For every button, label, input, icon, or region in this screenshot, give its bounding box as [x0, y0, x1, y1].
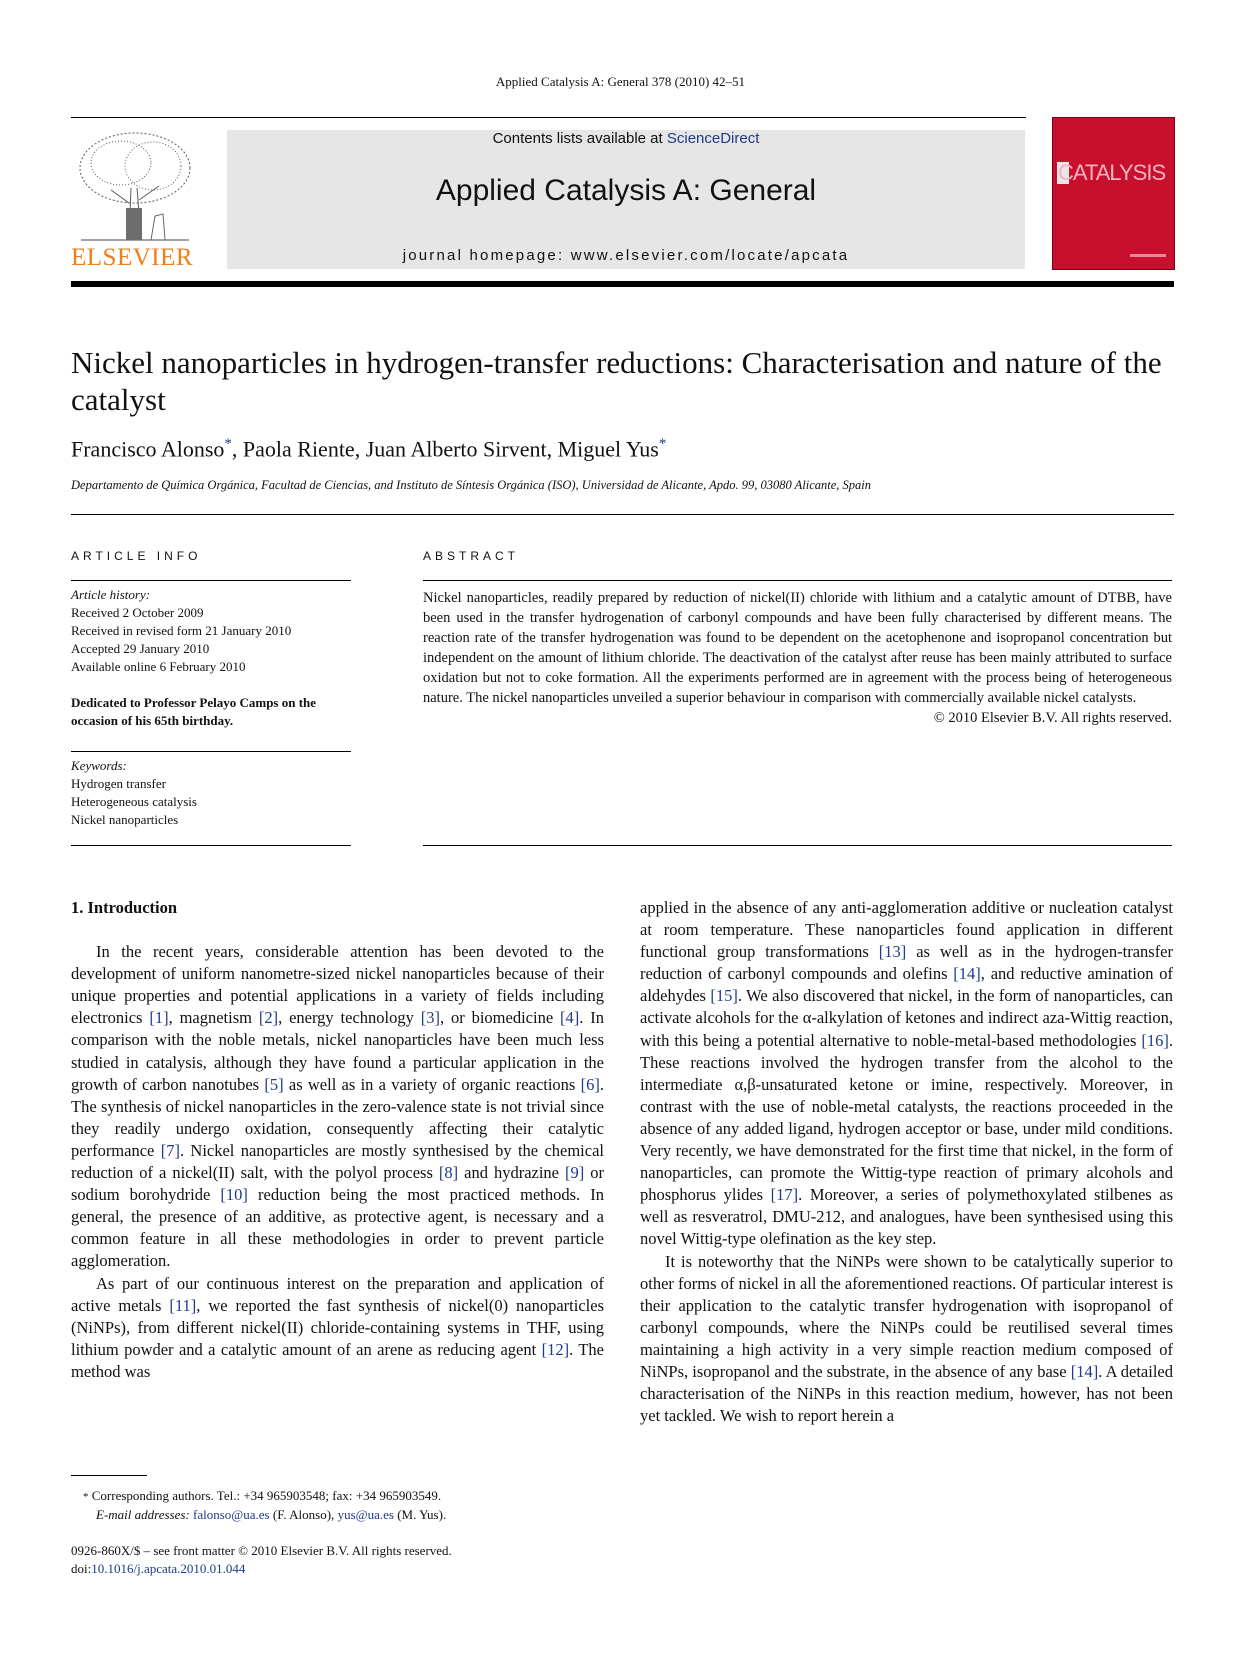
paragraph-text: reduction being the most practiced methods. In general, the presence of an additive, as protective agent, is necessary and a common feature in all these methodologies in order to prevent particle agglomeration.: [71, 1185, 604, 1271]
paragraph-text: , and reductive amination of aldehydes: [640, 964, 1173, 1006]
article-title: Nickel nanoparticles in hydrogen-transfer reductions: Characterisation and nature of the catalyst: [71, 345, 1162, 417]
abstract-copyright: © 2010 Elsevier B.V. All rights reserved.: [933, 710, 1172, 726]
abstract-rule: [423, 580, 1172, 581]
journal-homepage[interactable]: journal homepage: www.elsevier.com/locate/apcata: [402, 247, 850, 264]
citation-link[interactable]: [12]: [541, 1339, 570, 1359]
intro-paragraph: [71, 941, 604, 1272]
keyword: Heterogeneous catalysis: [71, 794, 197, 809]
citation-link[interactable]: [15]: [710, 986, 738, 1006]
corresponding-mark[interactable]: *: [658, 436, 667, 452]
paragraph-text: , energy technology: [278, 1008, 421, 1028]
doi-prefix: doi:: [71, 1561, 92, 1576]
paragraph-text: It is noteworthy that the NiNPs were shown to be catalytically superior to other forms of nickel in all the aforementioned reactions. Of particular interest is their application to the catalytic transfer hydrogenation with isopropanol of carbonyl compounds, where the NiNPs could be reutilised several times maintaining a high activity in a very simple reaction medium composed of NiNPs, isopropanol and the substrate, in the absence of any base: [640, 1251, 1173, 1381]
citation-link[interactable]: [16]: [1141, 1030, 1169, 1050]
paragraph-text: as well as in a variety of organic reactions: [283, 1074, 581, 1094]
footnote-mark: *: [83, 1491, 89, 1503]
journal-title: Applied Catalysis A: General: [435, 174, 817, 207]
email-link[interactable]: yus@ua.es: [337, 1507, 394, 1522]
paragraph-text: . A detailed characterisation of the NiNPs in this reaction medium, however, has not been yet tackled. We wish to report herein a: [640, 1361, 1173, 1426]
author-name[interactable]: Paola Riente: [242, 436, 355, 462]
intro-paragraph: [71, 1273, 604, 1383]
section-heading: 1. Introduction: [71, 898, 178, 917]
citation-link[interactable]: [7]: [160, 1140, 180, 1160]
corresponding-mark[interactable]: *: [224, 436, 232, 452]
paragraph-text: , we reported the fast synthesis of nickel(0) nanoparticles (NiNPs), from different nickel(II) chloride-containing systems in THF, using lithium powder and a catalytic amount of an arene as reducing agent: [71, 1295, 604, 1359]
article-info-rule: [71, 580, 351, 581]
contents-line: [227, 130, 1025, 147]
footnote-corresponding: [71, 1487, 446, 1506]
abstract-text: Nickel nanoparticles, readily prepared by reduction of nickel(II) chloride with lithium and a catalytic amount of DTBB, have been used in the transfer hydrogenation of carbonyl compounds and have been fully characterised by different means. The reaction rate of the transfer hydrogenation was found to be dependent on the acetophenone and isopropanol concentration but independent on the amount of lithium chloride. The deactivation of the catalyst after reuse has been mainly attributed to surface oxidation but not to coke formation. All the experiments performed are in agreement with the process being of heterogeneous nature. The nickel nanoparticles unveiled a superior behaviour in comparison with commercially available nickel catalysts.: [423, 590, 1172, 706]
cover-title: CATALYSIS: [1058, 160, 1166, 185]
keywords-block: [71, 757, 351, 829]
citation-link[interactable]: [4]: [560, 1008, 580, 1028]
citation-link[interactable]: [13]: [878, 942, 907, 962]
left-column: [71, 897, 604, 1383]
journal-banner: [227, 130, 1025, 269]
article-info-heading: ARTICLE INFO: [71, 549, 202, 563]
author-name[interactable]: Miguel Yus: [557, 436, 659, 462]
footnote: [71, 1487, 446, 1524]
elsevier-logo[interactable]: [71, 128, 199, 273]
cover-mark-icon: [1130, 254, 1166, 257]
sciencedirect-link[interactable]: ScienceDirect: [666, 130, 760, 147]
paragraph-text: . The method was: [71, 1339, 604, 1381]
paragraph-text: and hydrazine: [458, 1163, 566, 1183]
citation-link[interactable]: [1]: [149, 1008, 169, 1028]
citation-link[interactable]: [9]: [565, 1163, 585, 1183]
email-owner: (F. Alonso),: [269, 1507, 338, 1522]
citation-link[interactable]: [2]: [258, 1008, 279, 1028]
header-rule: [71, 117, 1026, 118]
paragraph-text: As part of our continuous interest on the preparation and application of active metals: [71, 1273, 604, 1315]
footnote-emails: [71, 1506, 446, 1524]
contents-prefix: Contents lists available at: [492, 130, 667, 147]
issn-line: 0926-860X/$ – see front matter © 2010 Elsevier B.V. All rights reserved.: [71, 1543, 452, 1558]
paragraph-text: applied in the absence of any anti-agglomeration additive or nucleation catalyst at room temperature. These nanoparticles found application in different functional group transformations: [640, 898, 1173, 962]
paragraph-text: as well as in the hydrogen-transfer reduction of carbonyl compounds and olefins: [640, 942, 1174, 984]
abstract-end-rule: [423, 845, 1172, 846]
citation-link[interactable]: [6]: [580, 1074, 600, 1094]
paragraph-text: or sodium borohydride: [71, 1163, 605, 1205]
author-name[interactable]: Juan Alberto Sirvent: [365, 436, 547, 462]
intro-paragraph: [640, 1251, 1173, 1428]
history-label: Article history:: [71, 587, 151, 602]
citation-link[interactable]: [14]: [1070, 1361, 1099, 1381]
affiliation: Departamento de Química Orgánica, Facultad de Ciencias, and Instituto de Síntesis Orgánica (ISO), Universidad de Alicante, Apdo. 99, 03080 Alicante, Spain: [71, 478, 872, 492]
footnote-rule: [71, 1475, 147, 1476]
abstract-heading: ABSTRACT: [423, 549, 520, 563]
affiliation-rule: [71, 514, 1174, 515]
paragraph-text: . These reactions involved the hydrogen transfer from the alcohol to the intermediate α,β-unsaturated ketone or imine, respectively. Moreover, in contrast with the use of noble-metal catalysts, the reactions proceeded in the absence of any added ligand, hydrogen acceptor or base, under mild conditions. Very recently, we have demonstrated for the first time that nickel, in the form of nanoparticles, can promote the Wittig-type reaction of primary alcohols and phosphorus ylides: [640, 1030, 1173, 1205]
right-column: [640, 897, 1173, 1427]
author-name[interactable]: Francisco Alonso: [71, 436, 225, 462]
email-label: E-mail addresses:: [96, 1507, 190, 1522]
paragraph-text: . In comparison with the noble metals, nickel nanoparticles have been much less studied in catalysis, although they have found a particular application in the growth of carbon nanotubes: [71, 1008, 604, 1094]
paragraph-text: . We also discovered that nickel, in the form of nanoparticles, can activate alcohols for the α-alkylation of ketones and indirect aza-Wittig reaction, with this being a potential alternative to noble-metal-based methodologies: [640, 986, 1173, 1050]
paragraph-text: . The synthesis of nickel nanoparticles in the zero-valence state is not trivial since they readily undergo oxidation, consequently affecting their catalytic performance: [71, 1074, 604, 1160]
keywords-rule: [71, 751, 351, 752]
keywords-label: Keywords:: [71, 758, 127, 773]
paragraph-text: . Moreover, a series of polymethoxylated stilbenes as well as resveratrol, DMU-212, and analogues, have been synthesised using this novel Wittig-type olefination as the key step.: [640, 1185, 1174, 1249]
paragraph-text: , magnetism: [168, 1008, 259, 1028]
history-online: Available online 6 February 2010: [71, 659, 246, 674]
journal-cover-thumbnail[interactable]: [1052, 117, 1175, 270]
paragraph-text: , or biomedicine: [439, 1008, 561, 1028]
abstract: [423, 588, 1172, 728]
citation-link[interactable]: [17]: [770, 1185, 799, 1205]
paragraph-text: In the recent years, considerable attention has been devoted to the development of uniform nanometre-sized nickel nanoparticles because of their unique properties and potential applications in a variety of fields including electronics: [71, 942, 604, 1028]
doi-line: [71, 1560, 452, 1578]
article-info-end-rule: [71, 845, 351, 846]
author-list: Francisco Alonso*, Paola Riente, Juan Alberto Sirvent, Miguel Yus*: [71, 436, 667, 462]
email-owner: (M. Yus).: [393, 1507, 447, 1522]
citation-link[interactable]: [8]: [438, 1163, 459, 1183]
citation-link[interactable]: [11]: [169, 1295, 197, 1315]
citation-link[interactable]: [3]: [420, 1008, 440, 1028]
citation-link[interactable]: [14]: [953, 964, 981, 984]
email-link[interactable]: falonso@ua.es: [193, 1507, 270, 1522]
intro-paragraph: [640, 897, 1173, 1251]
running-head: Applied Catalysis A: General 378 (2010) 42–51: [495, 74, 746, 89]
history-revised: Received in revised form 21 January 2010: [71, 623, 292, 638]
keyword: Nickel nanoparticles: [71, 812, 179, 827]
doi-link[interactable]: 10.1016/j.apcata.2010.01.044: [91, 1561, 246, 1576]
front-matter: [71, 1542, 452, 1578]
citation-link[interactable]: [10]: [220, 1185, 248, 1205]
elsevier-wordmark: ELSEVIER: [71, 244, 194, 271]
footnote-corresponding-text: Corresponding authors. Tel.: +34 965903548; fax: +34 965903549.: [91, 1488, 442, 1503]
history-accepted: Accepted 29 January 2010: [71, 641, 210, 656]
paragraph-text: . Nickel nanoparticles are mostly synthesised by the chemical reduction of a nickel(II) salt, with the polyol process: [71, 1140, 604, 1183]
citation-link[interactable]: [5]: [264, 1074, 284, 1094]
article-history: [71, 586, 351, 676]
dedication: Dedicated to Professor Pelayo Camps on the occasion of his 65th birthday.: [71, 695, 317, 728]
keyword: Hydrogen transfer: [71, 776, 166, 791]
history-received: Received 2 October 2009: [71, 605, 204, 620]
banner-rule: [71, 281, 1174, 287]
